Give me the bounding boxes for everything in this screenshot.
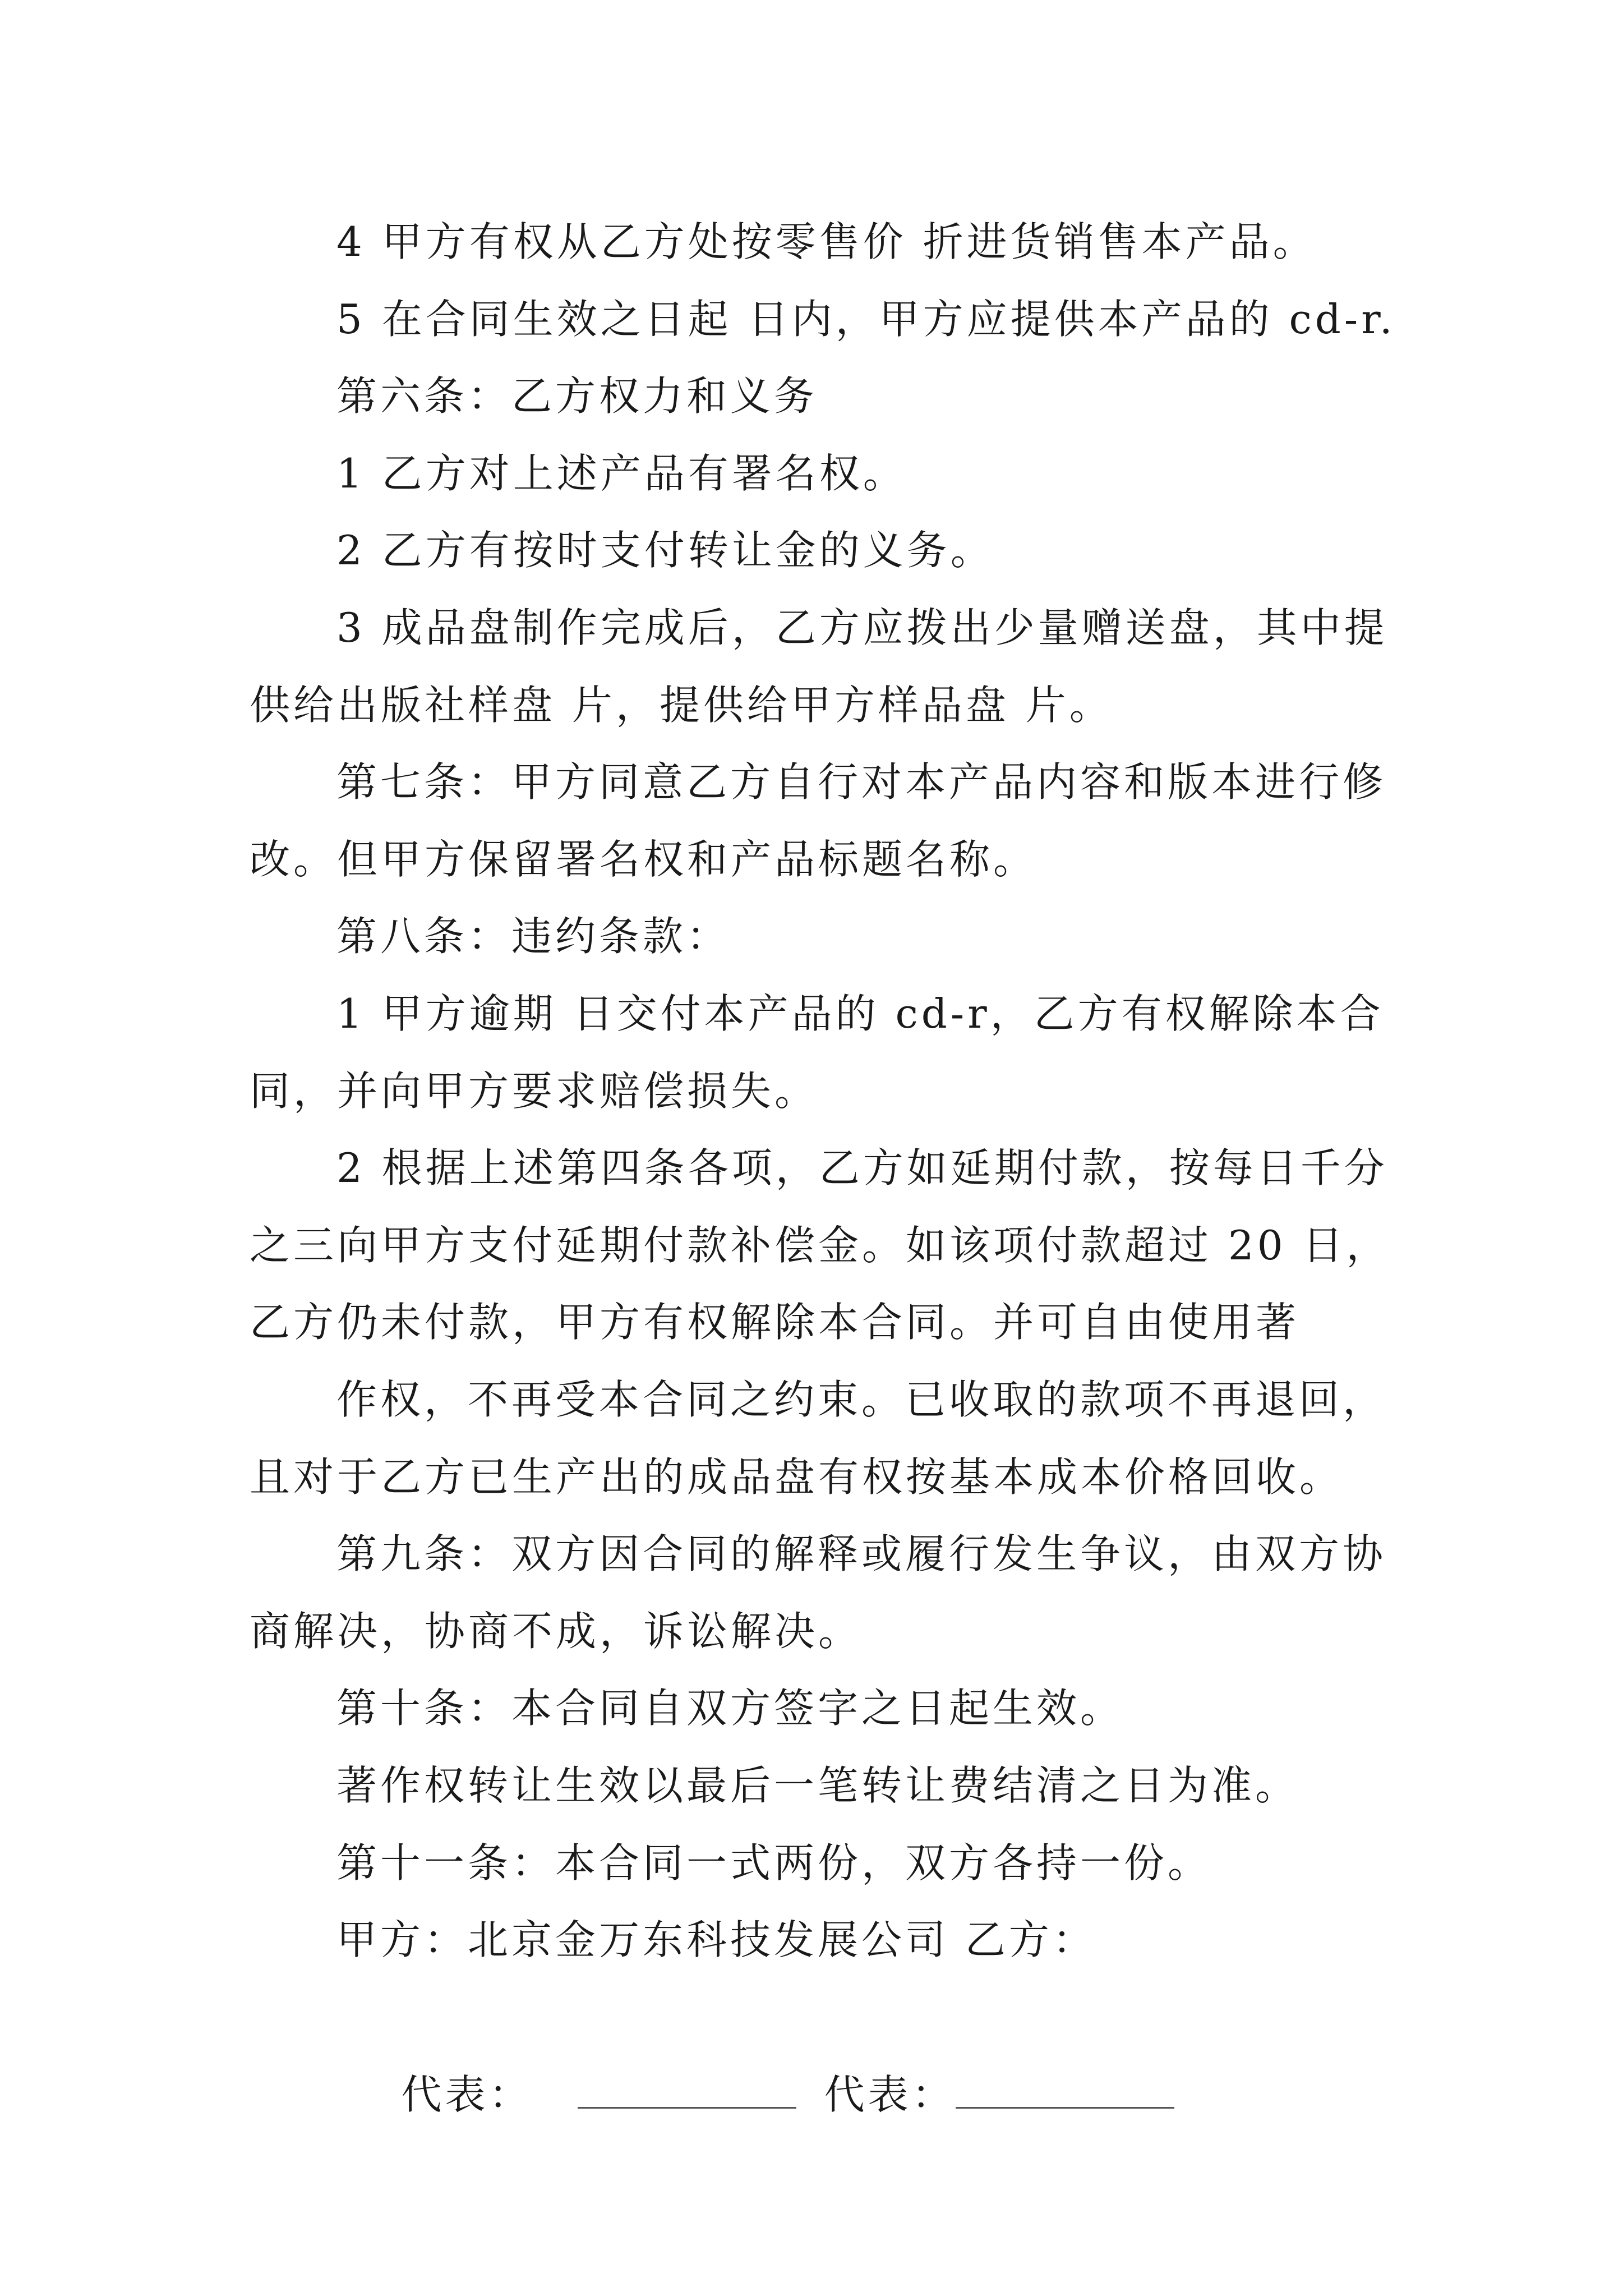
clause-line: 乙方仍未付款，甲方有权解除本合同。并可自由使用著 <box>250 1299 1300 1346</box>
parties-line: 甲方：北京金万东科技发展公司 乙方： <box>336 1916 1096 1963</box>
clause-line: 供给出版社样盘 片，提供给甲方样品盘 片。 <box>250 682 1113 729</box>
section-heading: 第八条：违约条款： <box>336 913 731 960</box>
section-heading: 第六条：乙方权力和义务 <box>336 372 818 420</box>
clause-line: 同，并向甲方要求赔偿损失。 <box>250 1068 819 1115</box>
clause-line: 5 在合同生效之日起 日内，甲方应提供本产品的 cd-r. <box>336 296 1396 343</box>
party-b-signature-blank <box>956 2073 1174 2109</box>
signature-line <box>336 1978 1174 2211</box>
clause-line: 商解决，协商不成，诉讼解决。 <box>250 1608 863 1655</box>
section-heading: 第十一条：本合同一式两份，双方各持一份。 <box>336 1839 1212 1887</box>
clause-line: 3 成品盘制作完成后，乙方应拨出少量赠送盘，其中提 <box>336 604 1388 651</box>
party-a-representative-label: 代表： <box>401 2071 533 2118</box>
section-heading: 第九条：双方因合同的解释或履行发生争议，由双方协 <box>336 1530 1387 1577</box>
clause-line: 之三向甲方支付延期付款补偿金。如该项付款超过 20 日， <box>250 1222 1390 1269</box>
party-a-signature-blank <box>578 2073 796 2109</box>
clause-line: 且对于乙方已生产出的成品盘有权按基本成本价格回收。 <box>250 1453 1344 1501</box>
clause-line: 2 根据上述第四条各项，乙方如延期付款，按每日千分 <box>336 1144 1388 1191</box>
clause-line: 2 乙方有按时支付转让金的义务。 <box>336 527 994 574</box>
clause-line: 改。但甲方保留署名权和产品标题名称。 <box>250 836 1038 883</box>
section-heading: 第十条：本合同自双方签字之日起生效。 <box>336 1685 1124 1732</box>
clause-line: 作权，不再受本合同之约束。已收取的款项不再退回， <box>336 1376 1387 1423</box>
clause-line: 1 乙方对上述产品有署名权。 <box>336 450 907 497</box>
clause-line: 1 甲方逾期 日交付本产品的 cd-r，乙方有权解除本合 <box>336 990 1384 1037</box>
clause-line: 著作权转让生效以最后一笔转让费结清之日为准。 <box>336 1762 1299 1809</box>
clause-line: 4 甲方有权从乙方处按零售价 折进货销售本产品。 <box>336 218 1317 265</box>
section-heading: 第七条：甲方同意乙方自行对本产品内容和版本进行修 <box>336 758 1387 806</box>
party-b-representative-label: 代表： <box>824 2071 956 2118</box>
